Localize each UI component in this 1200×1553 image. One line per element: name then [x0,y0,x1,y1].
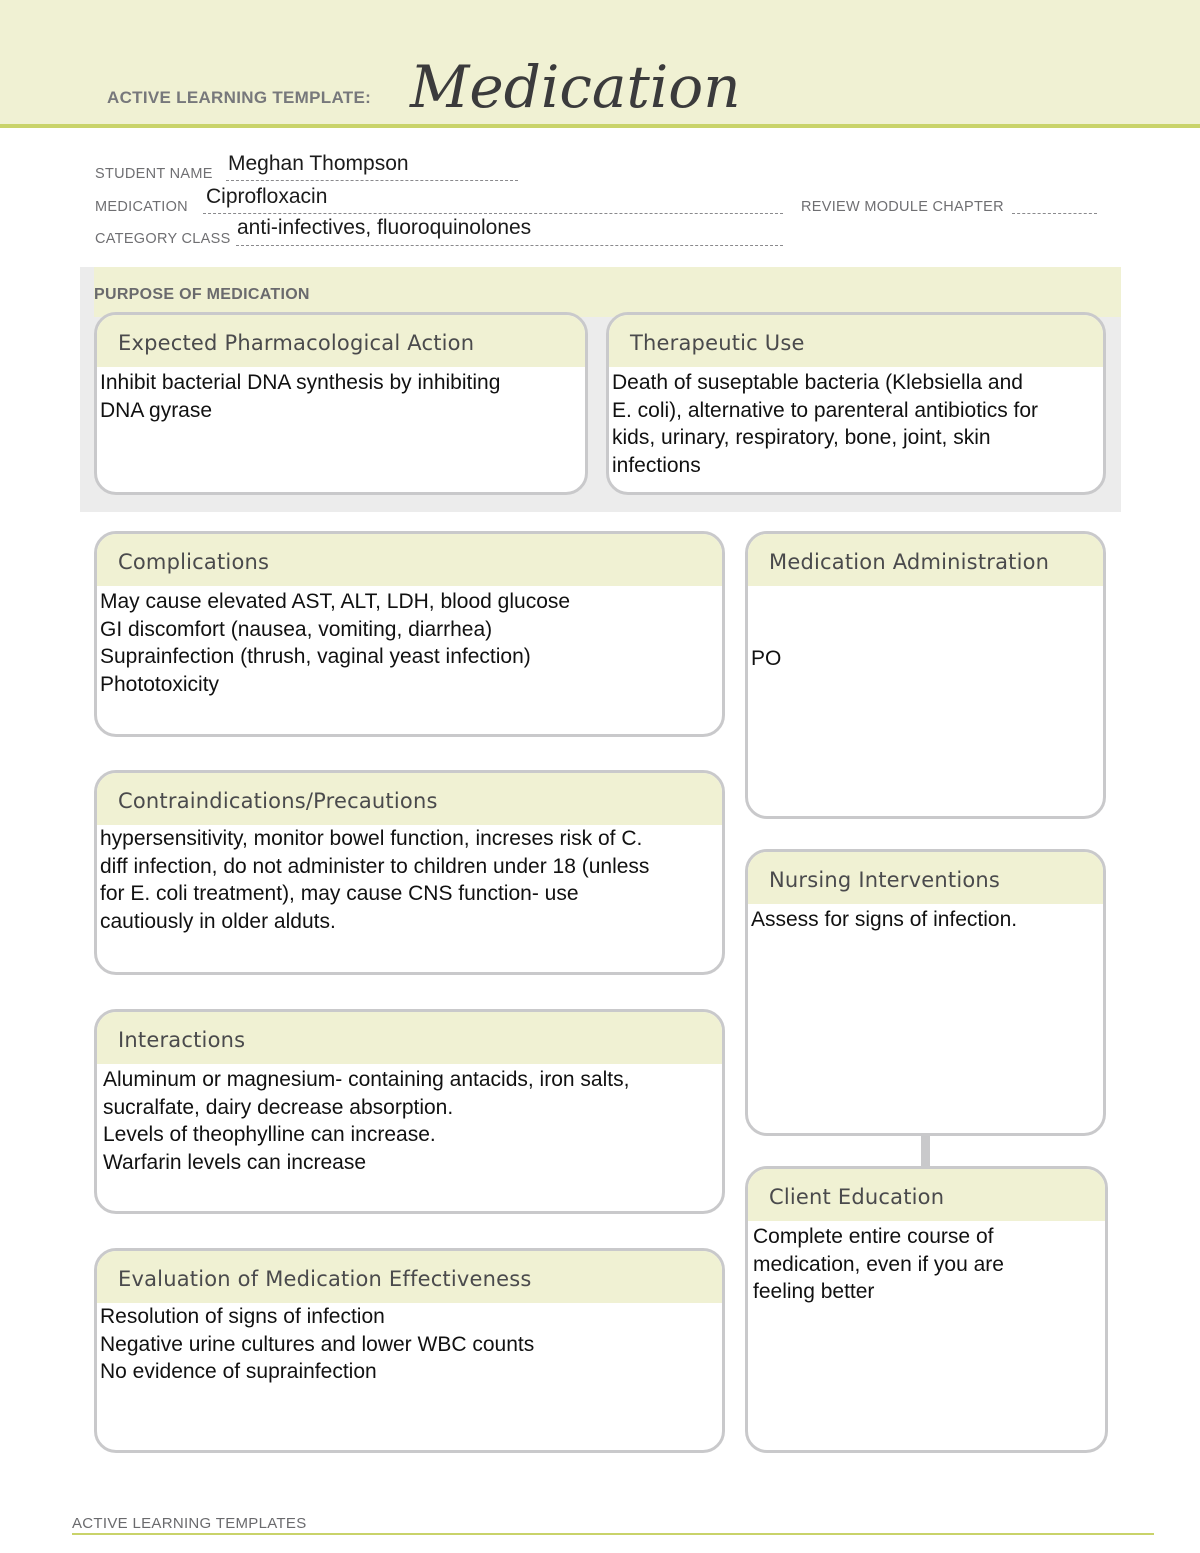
text-line: Warfarin levels can increase [103,1150,366,1174]
text-line [751,810,1097,819]
administration-box [745,531,1106,819]
nursing-interventions-title: Nursing Interventions [769,868,1001,892]
nursing-interventions-body[interactable] [751,906,1097,934]
interactions-box [94,1009,725,1214]
footer-divider [72,1533,1154,1535]
therapeutic-use-body[interactable] [612,369,1097,479]
text-line: GI discomfort (nausea, vomiting, diarrhea) [100,617,493,641]
medication-label: MEDICATION [95,199,188,215]
text-line: Negative urine cultures and lower WBC counts [100,1332,535,1356]
expected-action-header [97,315,585,367]
student-name-value[interactable]: Meghan Thompson [228,152,409,175]
client-education-body[interactable] [753,1223,1099,1306]
medication-line [203,213,783,214]
therapeutic-use-title: Therapeutic Use [630,331,805,355]
text-line: May cause elevated AST, ALT, LDH, blood glucose [100,590,571,613]
evaluation-header [97,1251,722,1303]
review-module-label: REVIEW MODULE CHAPTER [801,199,1004,215]
therapeutic-use-header [609,315,1103,367]
administration-title: Medication Administration [769,550,1050,574]
text-line: Death of suseptable bacteria (Klebsiella and [612,371,1023,394]
therapeutic-use-box [606,312,1106,495]
text-line: for E. coli treatment), may cause CNS function- use [100,882,579,905]
text-line: feeling better [753,1280,875,1303]
evaluation-title: Evaluation of Medication Effectiveness [118,1267,532,1291]
purpose-title-bar [94,267,1121,317]
administration-body[interactable] [751,590,1097,819]
template-title: Medication [410,53,741,121]
footer-text: ACTIVE LEARNING TEMPLATES [72,1515,307,1532]
expected-action-box [94,312,588,495]
text-line: Inhibit bacterial DNA synthesis by inhibiting [100,371,501,394]
expected-action-title: Expected Pharmacological Action [118,331,475,355]
student-name-label: STUDENT NAME [95,166,213,182]
category-class-line [236,245,783,246]
client-education-title: Client Education [769,1185,945,1209]
text-line: DNA gyrase [100,398,213,422]
text-line: sucralfate, dairy decrease absorption. [103,1095,454,1119]
administration-header [748,534,1103,586]
text-line: hypersensitivity, monitor bowel function, increses risk of C. [100,827,643,850]
text-line: No evidence of suprainfection [100,1360,377,1383]
review-module-line [1012,213,1097,214]
student-name-line [226,180,518,181]
client-education-header [748,1169,1105,1221]
expected-action-body[interactable] [100,369,579,424]
category-class-value[interactable]: anti-infectives, fluoroquinolones [237,216,532,239]
text-line: Resolution of signs of infection [100,1305,385,1328]
text-line: infections [612,453,701,477]
text-line: medication, even if you are [753,1252,1004,1276]
template-header [0,0,1200,128]
complications-body[interactable] [100,588,716,698]
box-connector [921,1135,930,1166]
template-label: ACTIVE LEARNING TEMPLATE: [107,88,372,107]
interactions-title: Interactions [118,1028,246,1052]
contraindications-body[interactable] [100,825,716,935]
category-class-label: CATEGORY CLASS [95,231,231,247]
client-education-box [745,1166,1108,1453]
text-line: PO [751,647,782,670]
medication-value[interactable]: Ciprofloxacin [206,185,328,208]
complications-title: Complications [118,550,270,574]
text-line [751,728,1097,756]
text-line: kids, urinary, respiratory, bone, joint, skin [612,426,991,449]
text-line: E. coli), alternative to parenteral antibiotics for [612,398,1039,422]
text-line: Assess for signs of infection. [751,908,1018,931]
text-line: Levels of theophylline can increase. [103,1123,436,1146]
contraindications-box [94,770,725,975]
contraindications-header [97,773,722,825]
complications-header [97,534,722,586]
text-line: diff infection, do not administer to children under 18 (unless [100,854,650,878]
text-line: cautiously in older alduts. [100,909,336,933]
text-line: Suprainfection (thrush, vaginal yeast infection) [100,645,531,668]
contraindications-title: Contraindications/Precautions [118,789,438,813]
nursing-interventions-header [748,852,1103,904]
text-line: Aluminum or magnesium- containing antacids, iron salts, [103,1068,630,1091]
evaluation-box [94,1248,725,1453]
interactions-header [97,1012,722,1064]
interactions-body[interactable] [103,1066,716,1176]
evaluation-body[interactable] [100,1303,716,1386]
nursing-interventions-box [745,849,1106,1136]
text-line: Phototoxicity [100,672,220,696]
purpose-title: PURPOSE OF MEDICATION [94,286,310,303]
complications-box [94,531,725,737]
text-line: Complete entire course of [753,1225,994,1248]
